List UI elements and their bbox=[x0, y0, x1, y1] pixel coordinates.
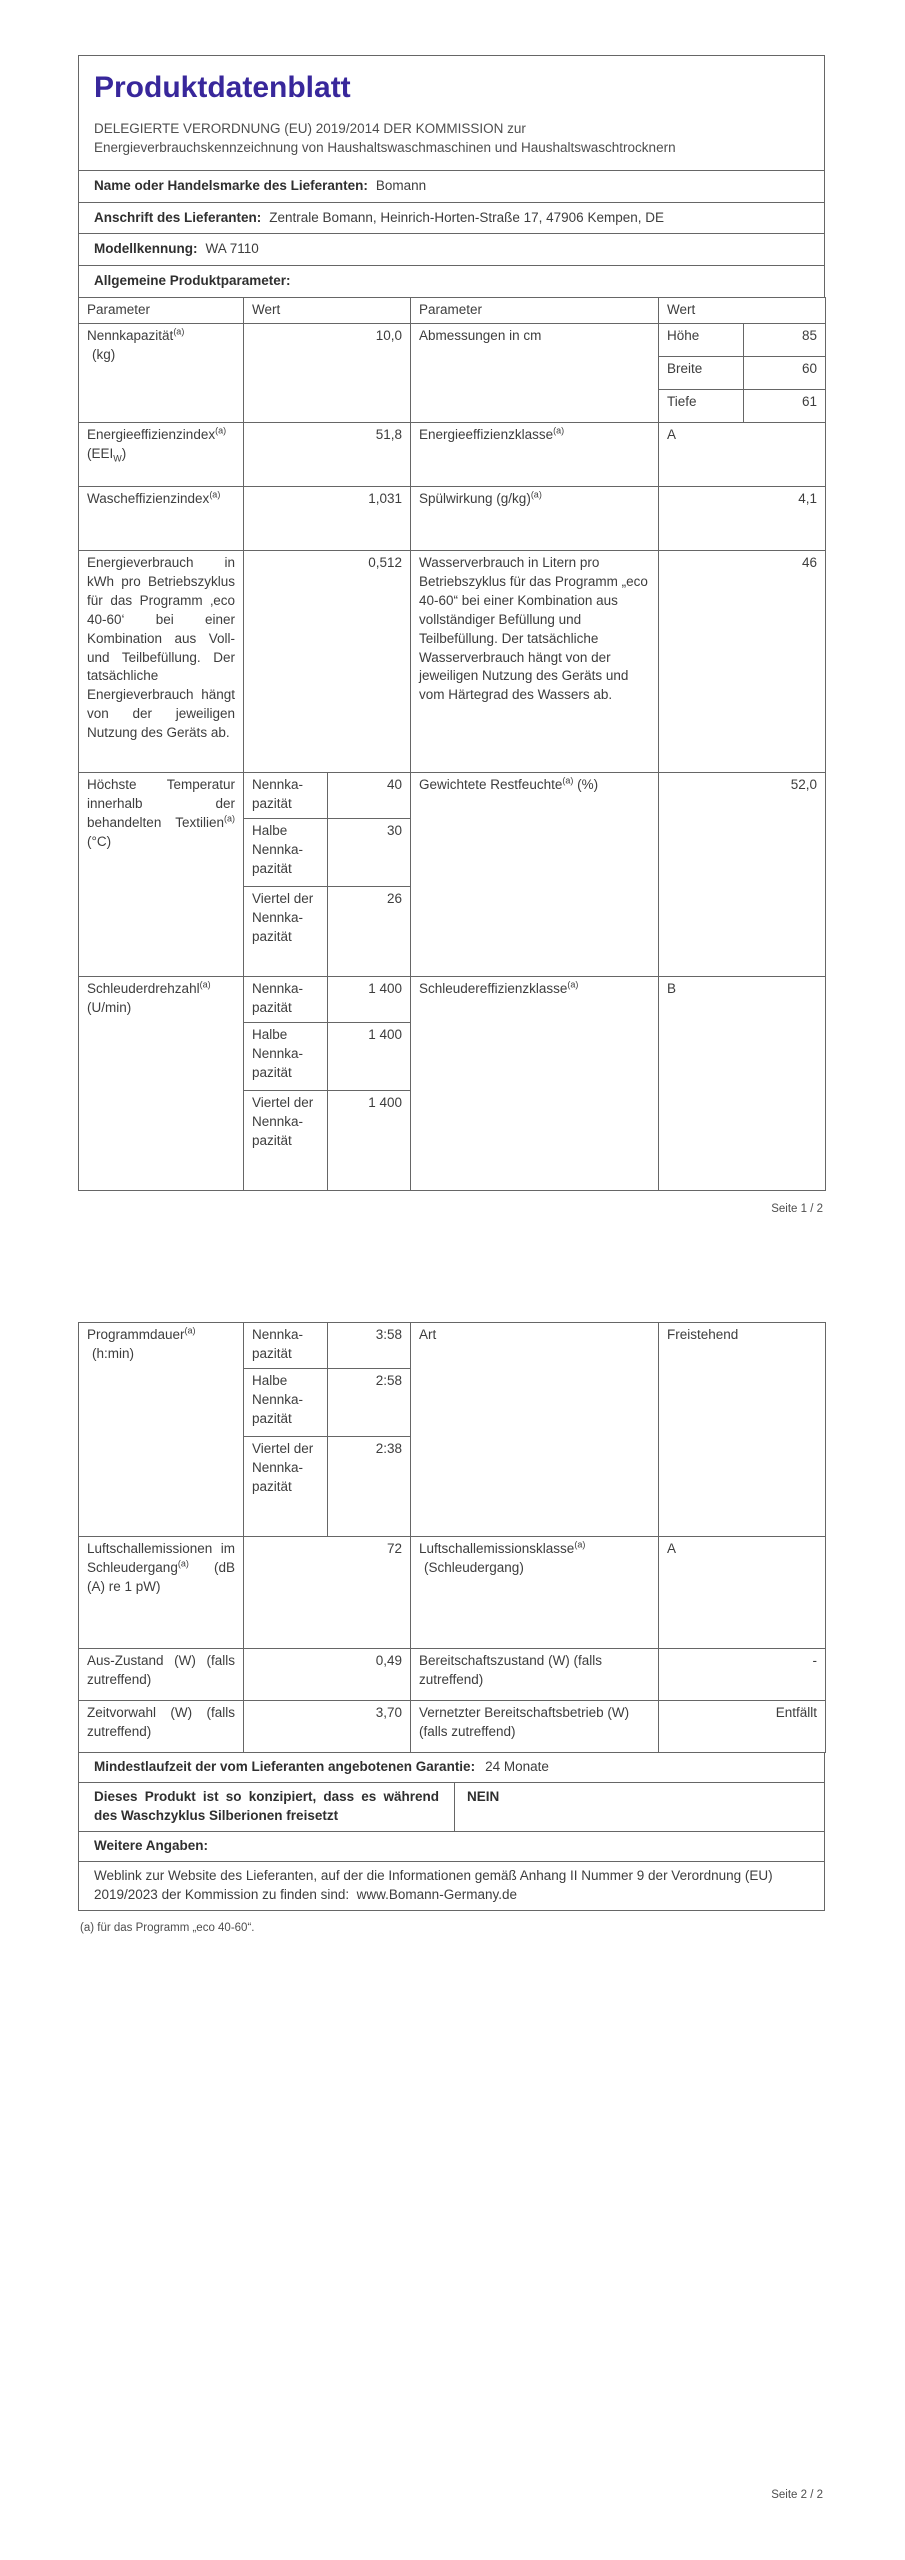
footnote-marker: (a) bbox=[215, 425, 227, 436]
networked-standby-value: Entfällt bbox=[659, 1701, 826, 1753]
capacity-half-label: Halbe Nennkapazität bbox=[244, 1023, 328, 1091]
supplier-name-value: Bomann bbox=[375, 177, 427, 193]
spin-speed-half-value: 1 400 bbox=[328, 1023, 411, 1091]
duration-half-value: 2:58 bbox=[328, 1369, 411, 1437]
silver-ion-label: Dieses Produkt ist so konzipiert, dass es während des Waschzyklus Silberionen freisetzt bbox=[79, 1783, 455, 1831]
dimensions-label: Abmessungen in cm bbox=[411, 324, 659, 423]
capacity-full-label: Nennkapazität bbox=[244, 977, 328, 1023]
footnote-marker: (a) bbox=[567, 979, 579, 990]
supplier-name-label: Name oder Handelsmarke des Lieferanten: bbox=[94, 177, 368, 193]
spin-text: Schleuderdrehzahl bbox=[87, 981, 200, 997]
energy-efficiency-class-value: A bbox=[659, 423, 826, 487]
max-temp-full-value: 40 bbox=[328, 773, 411, 819]
model-id-value: WA 7110 bbox=[205, 241, 259, 257]
spin-speed-full-value: 1 400 bbox=[328, 977, 411, 1023]
eek-text: Energieeffizienzklasse bbox=[419, 427, 554, 443]
capacity-half-label: Halbe Nennkapazität bbox=[244, 819, 328, 887]
spin-speed-quarter-value: 1 400 bbox=[328, 1091, 411, 1191]
footnote-marker: (a) bbox=[530, 489, 542, 500]
footnote-marker: (a) bbox=[173, 326, 185, 337]
laermklasse-sub: (Schleudergang) bbox=[424, 1560, 524, 1576]
table-header-row bbox=[79, 298, 826, 324]
standby-mode-label: Bereitschaftszustand (W) (falls zutreffend) bbox=[411, 1649, 659, 1701]
weblink-text: Weblink zur Website des Lieferanten, auf der die Informationen gemäß Anhang II Nummer 9 der Verordnung (EU) 2019/2023 der Kommission zu finden sind: www.Bomann-Germany.de bbox=[94, 1867, 773, 1902]
sek-text: Schleudereffizienzklasse bbox=[419, 981, 568, 997]
silver-ion-row bbox=[78, 1783, 825, 1832]
regulation-line-1: DELEGIERTE VERORDNUNG (EU) 2019/2014 DER KOMMISSION zur bbox=[94, 120, 526, 136]
row-off-mode bbox=[79, 1649, 826, 1701]
noise-class-label bbox=[411, 1537, 659, 1649]
page-break-gap bbox=[78, 1217, 825, 1322]
spin-efficiency-class-label bbox=[411, 977, 659, 1191]
row-delay-start bbox=[79, 1701, 826, 1753]
warranty-label: Mindestlaufzeit der vom Lieferanten angebotenen Garantie: bbox=[94, 1759, 476, 1775]
laermklasse-text: Luftschallemissionsklasse bbox=[419, 1541, 575, 1557]
eei-text: Energieeffizienzindex bbox=[87, 427, 216, 443]
footnote-marker: (a) bbox=[224, 813, 235, 824]
footnote-marker: (a) bbox=[562, 775, 574, 786]
capacity-quarter-label: Viertel der Nennkapazität bbox=[244, 1437, 328, 1537]
header-parameter-right: Parameter bbox=[411, 298, 659, 324]
row-washing-efficiency bbox=[79, 487, 826, 551]
eei-subscript: W bbox=[113, 453, 122, 464]
residual-moisture-value: 52,0 bbox=[659, 773, 826, 977]
footnote-marker: (a) bbox=[553, 425, 565, 436]
nominal-capacity-unit: (kg) bbox=[92, 346, 116, 362]
airborne-noise-label bbox=[79, 1537, 244, 1649]
row-energy-efficiency bbox=[79, 423, 826, 487]
warranty-value: 24 Monate bbox=[485, 1759, 549, 1775]
silver-ion-value: NEIN bbox=[467, 1789, 500, 1805]
warranty-row bbox=[78, 1753, 825, 1783]
installation-type-value: Freistehend bbox=[659, 1323, 826, 1537]
dauer-text: Programmdauer bbox=[87, 1327, 185, 1343]
supplier-address-row bbox=[78, 203, 825, 235]
nominal-capacity-text: Nennkapazität bbox=[87, 328, 174, 344]
footnote-marker: (a) bbox=[209, 489, 221, 500]
section-header: Allgemeine Produktparameter: bbox=[94, 273, 291, 289]
capacity-full-label: Nennkapazität bbox=[244, 773, 328, 819]
further-details-label: Weitere Angaben: bbox=[94, 1837, 209, 1853]
supplier-name-row bbox=[78, 171, 825, 203]
water-consumption-label: Wasserverbrauch in Litern pro Betriebszyklus für das Programm „eco 40-60“ bei einer Kombination aus vollständiger Befüllung und Teilbefüllung. Der tatsächliche Wasserverbrauch hängt von der jeweiligen Nutzung des Geräts und vom Härtegrad des Wassers ab. bbox=[411, 551, 659, 773]
max-temperature-label bbox=[79, 773, 244, 977]
footnote-marker: (a) bbox=[184, 1325, 196, 1336]
delay-start-value: 3,70 bbox=[244, 1701, 411, 1753]
dimension-height-value: 85 bbox=[744, 324, 826, 357]
dimension-depth-value: 61 bbox=[744, 390, 826, 423]
standby-mode-value: - bbox=[659, 1649, 826, 1701]
document-body bbox=[78, 55, 825, 1936]
dimension-width-value: 60 bbox=[744, 357, 826, 390]
installation-type-label: Art bbox=[411, 1323, 659, 1537]
rinsing-effectiveness-label bbox=[411, 487, 659, 551]
header-wert-left: Wert bbox=[244, 298, 411, 324]
row-programme-duration bbox=[79, 1323, 826, 1369]
model-id-label: Modellkennung: bbox=[94, 241, 198, 257]
duration-full-value: 3:58 bbox=[328, 1323, 411, 1369]
supplier-address-value: Zentrale Bomann, Heinrich-Horten-Straße 17, 47906 Kempen, DE bbox=[269, 209, 664, 225]
row-airborne-noise bbox=[79, 1537, 826, 1649]
footnote-marker: (a) bbox=[177, 1558, 189, 1569]
energy-efficiency-index-value: 51,8 bbox=[244, 423, 411, 487]
document-title: Produktdatenblatt bbox=[94, 71, 351, 104]
footnote-marker: (a) bbox=[574, 1539, 586, 1550]
wasch-text: Wascheffizienzindex bbox=[87, 491, 210, 507]
temp-unit: (°C) bbox=[87, 833, 112, 849]
title-box bbox=[78, 55, 825, 171]
dauer-unit: (h:min) bbox=[92, 1346, 135, 1362]
washing-efficiency-index-label bbox=[79, 487, 244, 551]
header-wert-right: Wert bbox=[659, 298, 826, 324]
off-mode-label: Aus-Zustand (W) (falls zutreffend) bbox=[79, 1649, 244, 1701]
water-consumption-value: 46 bbox=[659, 551, 826, 773]
further-details-row bbox=[78, 1832, 825, 1862]
spuel-text: Spülwirkung (g/kg) bbox=[419, 491, 531, 507]
nominal-capacity-value: 10,0 bbox=[244, 324, 411, 423]
parameters-table-page1 bbox=[78, 297, 826, 1191]
laerm-text: Luftschallemissionen im Schleudergang bbox=[87, 1541, 235, 1576]
model-id-row bbox=[78, 234, 825, 266]
duration-quarter-value: 2:38 bbox=[328, 1437, 411, 1537]
dimension-width-label: Breite bbox=[659, 357, 744, 390]
rinsing-effectiveness-value: 4,1 bbox=[659, 487, 826, 551]
nominal-capacity-label bbox=[79, 324, 244, 423]
eei-text-3: ) bbox=[121, 445, 127, 461]
energy-consumption-value: 0,512 bbox=[244, 551, 411, 773]
spin-speed-label bbox=[79, 977, 244, 1191]
laerm-unit: (dB (A) re 1 pW) bbox=[87, 1560, 235, 1594]
row-spin-speed bbox=[79, 977, 826, 1023]
max-temp-half-value: 30 bbox=[328, 819, 411, 887]
programme-duration-label bbox=[79, 1323, 244, 1537]
max-temp-quarter-value: 26 bbox=[328, 887, 411, 977]
capacity-quarter-label: Viertel der Nennkapazität bbox=[244, 887, 328, 977]
row-max-temperature bbox=[79, 773, 826, 819]
footnote-a: (a) für das Programm „eco 40-60“. bbox=[80, 1921, 255, 1934]
supplier-address-label: Anschrift des Lieferanten: bbox=[94, 209, 262, 225]
rest-text: Gewichtete Restfeuchte bbox=[419, 777, 563, 793]
capacity-half-label: Halbe Nennkapazität bbox=[244, 1369, 328, 1437]
eei-text-2: (EEI bbox=[87, 445, 114, 461]
energy-efficiency-class-label bbox=[411, 423, 659, 487]
page-1-footer: Seite 1 / 2 bbox=[771, 1203, 823, 1216]
delay-start-label: Zeitvorwahl (W) (falls zutreffend) bbox=[79, 1701, 244, 1753]
temp-text: Höchste Temperatur innerhalb der behandelten Textilien bbox=[87, 777, 235, 830]
residual-moisture-label bbox=[411, 773, 659, 977]
off-mode-value: 0,49 bbox=[244, 1649, 411, 1701]
capacity-full-label: Nennkapazität bbox=[244, 1323, 328, 1369]
spin-unit: (U/min) bbox=[87, 999, 132, 1015]
rest-unit: (%) bbox=[573, 777, 599, 793]
weblink-row bbox=[78, 1862, 825, 1911]
capacity-quarter-label: Viertel der Nennkapazität bbox=[244, 1091, 328, 1191]
section-header-row bbox=[78, 266, 825, 297]
noise-class-value: A bbox=[659, 1537, 826, 1649]
row-energy-water-consumption bbox=[79, 551, 826, 773]
header-parameter-left: Parameter bbox=[79, 298, 244, 324]
energy-consumption-label: Energieverbrauch in kWh pro Betriebszyklus für das Programm ‚eco 40-60‘ bei einer Kombination aus Voll- und Teilbefüllung. Der tatsächliche Energieverbrauch hängt von der jeweiligen Nutzung des Geräts ab. bbox=[79, 551, 244, 773]
airborne-noise-value: 72 bbox=[244, 1537, 411, 1649]
row-capacity-dimensions bbox=[79, 324, 826, 357]
spin-efficiency-class-value: B bbox=[659, 977, 826, 1191]
dimension-depth-label: Tiefe bbox=[659, 390, 744, 423]
dimension-height-label: Höhe bbox=[659, 324, 744, 357]
washing-efficiency-index-value: 1,031 bbox=[244, 487, 411, 551]
energy-efficiency-index-label bbox=[79, 423, 244, 487]
footnote-marker: (a) bbox=[199, 979, 211, 990]
page-2-footer: Seite 2 / 2 bbox=[771, 2489, 823, 2501]
regulation-line-2: Energieverbrauchskennzeichnung von Haushaltswaschmaschinen und Haushaltswaschtrocknern bbox=[94, 140, 676, 156]
parameters-table-page2 bbox=[78, 1322, 826, 1753]
networked-standby-label: Vernetzter Bereitschaftsbetrieb (W) (falls zutreffend) bbox=[411, 1701, 659, 1753]
